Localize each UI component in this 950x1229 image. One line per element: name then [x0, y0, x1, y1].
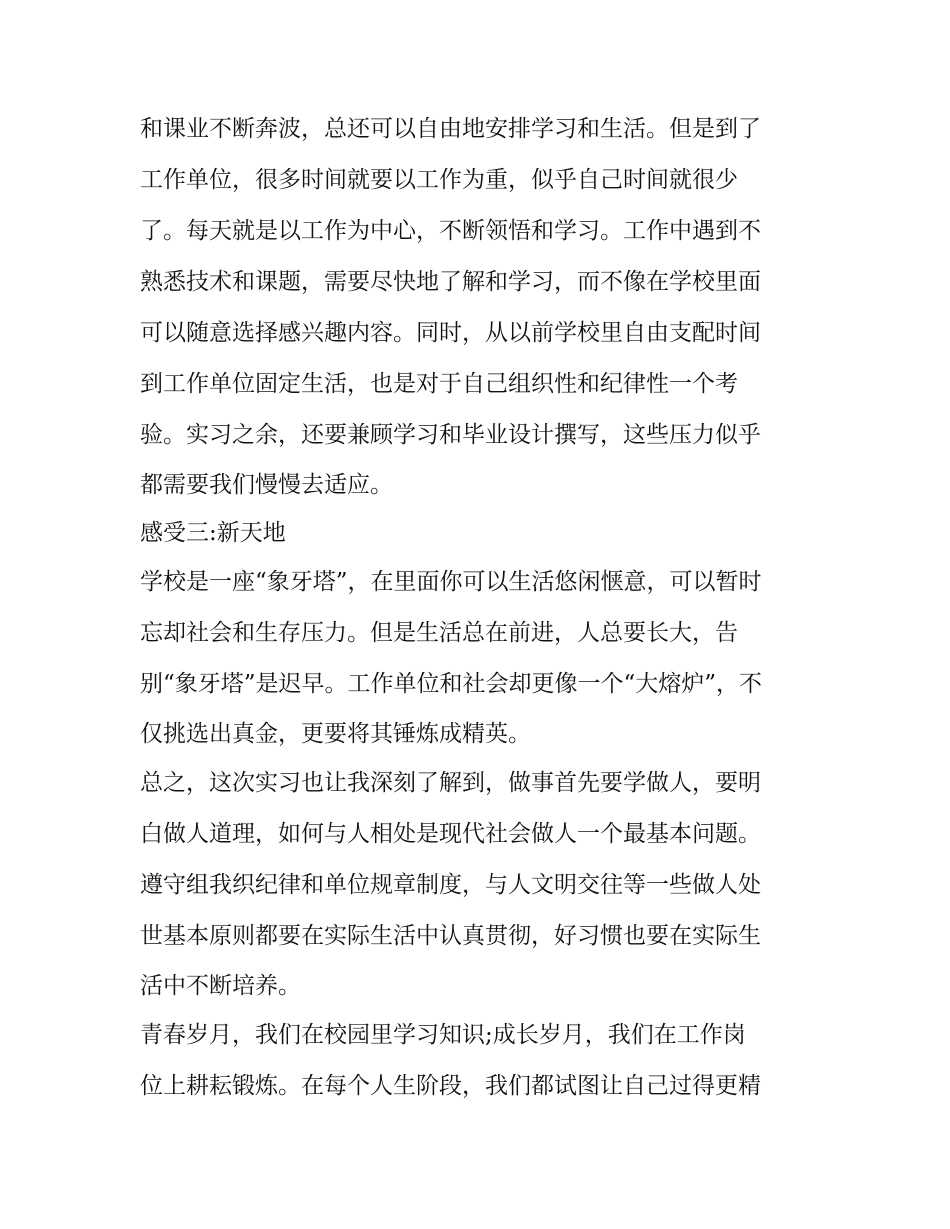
- document-body: [140, 104, 820, 1112]
- text-line: 位上耕耘锻炼。在每个人生阶段，我们都试图让自己过得更精: [140, 1073, 761, 1099]
- text-line: 熟悉技术和课题，需要尽快地了解和学习，而不像在学校里面: [140, 269, 761, 295]
- section-heading: 感受三:新天地: [140, 520, 286, 546]
- text-line: 青春岁月，我们在校园里学习知识;成长岁月，我们在工作岗: [140, 1022, 746, 1048]
- text-line: 和课业不断奔波，总还可以自由地安排学习和生活。但是到了: [140, 116, 761, 142]
- text-line: 世基本原则都要在实际生活中认真贯彻，好习惯也要在实际生: [140, 923, 761, 949]
- text-line: 到工作单位固定生活，也是对于自己组织性和纪律性一个考: [140, 371, 738, 397]
- text-line: 别“象牙塔”是迟早。工作单位和社会却更像一个“大熔炉”，不: [140, 671, 763, 697]
- text-line: 仅挑选出真金，更要将其锤炼成精英。: [140, 721, 531, 747]
- paragraph-3: [140, 758, 820, 1010]
- text-line: 总之，这次实习也让我深刻了解到，做事首先要学做人，要明: [140, 770, 761, 796]
- paragraph-2: [140, 557, 820, 758]
- text-line: 都需要我们慢慢去适应。: [140, 472, 393, 498]
- text-line: 可以随意选择感兴趣内容。同时，从以前学校里自由支配时间: [140, 320, 761, 346]
- text-line: 验。实习之余，还要兼顾学习和毕业设计撰写，这些压力似乎: [140, 422, 761, 448]
- paragraph-4: [140, 1010, 820, 1112]
- text-line: 学校是一座“象牙塔”，在里面你可以生活悠闲惬意，可以暂时: [140, 569, 762, 595]
- text-line: 活中不断培养。: [140, 973, 301, 999]
- paragraph-1: [140, 104, 820, 509]
- text-line: 遵守组我织纪律和单位规章制度，与人文明交往等一些做人处: [140, 872, 761, 898]
- text-line: 工作单位，很多时间就要以工作为重，似乎自己时间就很少: [140, 167, 738, 193]
- text-line: 了。每天就是以工作为中心，不断领悟和学习。工作中遇到不: [140, 218, 761, 244]
- text-line: 忘却社会和生存压力。但是生活总在前进，人总要长大，告: [140, 620, 738, 646]
- text-line: 白做人道理，如何与人相处是现代社会做人一个最基本问题。: [140, 821, 761, 847]
